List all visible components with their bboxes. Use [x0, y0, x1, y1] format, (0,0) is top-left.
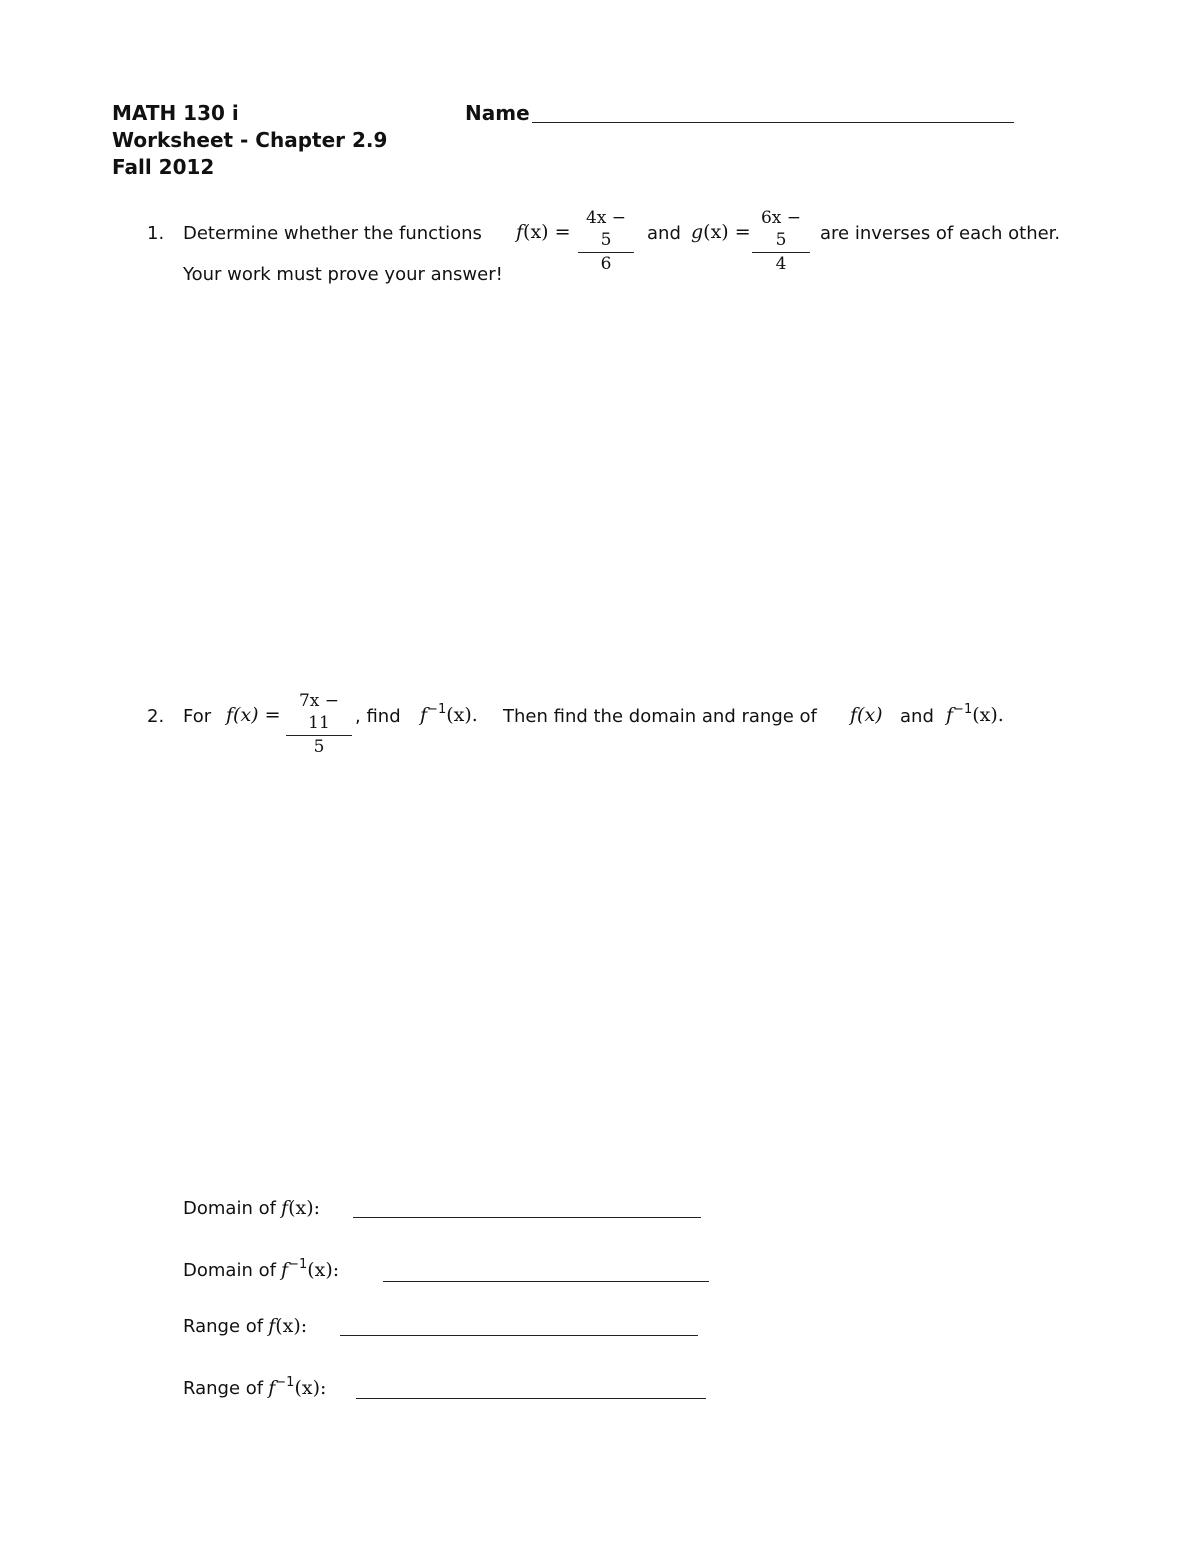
q1-g-numerator: 6x − 5	[752, 207, 810, 253]
range-f-arg: (x):	[275, 1315, 308, 1337]
q1-g-denominator: 4	[775, 254, 787, 274]
name-label: Name	[465, 101, 530, 125]
q1-f-label: f	[516, 221, 524, 243]
domain-f-row	[183, 1197, 320, 1219]
q2-f-denominator: 5	[313, 737, 325, 757]
q2-f-expression: f(x) =	[226, 704, 281, 726]
q2-finverse2-sup: −1	[953, 702, 973, 717]
q1-and: and	[647, 223, 681, 244]
domain-finv-row	[183, 1259, 339, 1281]
q1-f-expression	[516, 221, 571, 243]
q2-finverse-label: f	[420, 704, 428, 726]
q2-f-numerator: 7x − 11	[286, 690, 352, 736]
q1-text-before: Determine whether the functions	[183, 223, 482, 244]
domain-finv-arg: (x):	[307, 1259, 340, 1281]
range-f-fn: f	[268, 1315, 276, 1337]
q2-find: , find	[355, 706, 401, 727]
q1-g-label: g	[691, 221, 704, 243]
domain-f-label: Domain of	[183, 1198, 276, 1219]
q2-finverse2-label: f	[946, 704, 954, 726]
range-finv-arg: (x):	[294, 1377, 327, 1399]
q1-f-arg: (x) =	[523, 221, 571, 243]
domain-finv-fn: f	[281, 1259, 289, 1281]
q2-and: and	[900, 706, 934, 727]
q1-f-numerator: 4x − 5	[578, 207, 634, 253]
q2-f-ref: f(x)	[850, 704, 883, 726]
q2-then: Then find the domain and range of	[503, 706, 817, 727]
worksheet-title: Worksheet - Chapter 2.9	[112, 128, 388, 152]
q1-number: 1.	[147, 223, 165, 244]
name-input-line[interactable]	[532, 122, 1014, 123]
q2-f-fraction	[286, 690, 352, 758]
range-f-label: Range of	[183, 1316, 264, 1337]
q2-finverse-1	[420, 704, 478, 726]
q2-finverse2-arg: (x).	[972, 704, 1004, 726]
domain-finv-label: Domain of	[183, 1260, 276, 1281]
range-f-row	[183, 1315, 307, 1337]
range-finv-row	[183, 1377, 326, 1399]
term-label: Fall 2012	[112, 155, 215, 179]
domain-f-fn: f	[281, 1197, 289, 1219]
range-finv-sup: −1	[275, 1375, 295, 1390]
range-f-answer-line[interactable]	[340, 1335, 698, 1336]
q1-g-arg: (x) =	[703, 221, 751, 243]
domain-finv-answer-line[interactable]	[383, 1281, 709, 1282]
q2-finverse-arg: (x).	[446, 704, 478, 726]
range-finv-fn: f	[268, 1377, 276, 1399]
q1-f-fraction	[578, 207, 634, 275]
q2-number: 2.	[147, 706, 165, 727]
q2-finverse-2	[946, 704, 1004, 726]
q1-g-fraction	[752, 207, 810, 275]
q1-f-denominator: 6	[600, 254, 612, 274]
q1-text-after: are inverses of each other.	[820, 223, 1061, 244]
q2-finverse-sup: −1	[427, 702, 447, 717]
q1-instruction: Your work must prove your answer!	[183, 264, 503, 285]
domain-finv-sup: −1	[288, 1257, 308, 1272]
domain-f-arg: (x):	[288, 1197, 321, 1219]
domain-f-answer-line[interactable]	[353, 1217, 701, 1218]
q1-g-expression	[691, 221, 751, 243]
course-title: MATH 130 i	[112, 101, 239, 125]
range-finv-answer-line[interactable]	[356, 1398, 706, 1399]
range-finv-label: Range of	[183, 1378, 264, 1399]
q2-for: For	[183, 706, 212, 727]
